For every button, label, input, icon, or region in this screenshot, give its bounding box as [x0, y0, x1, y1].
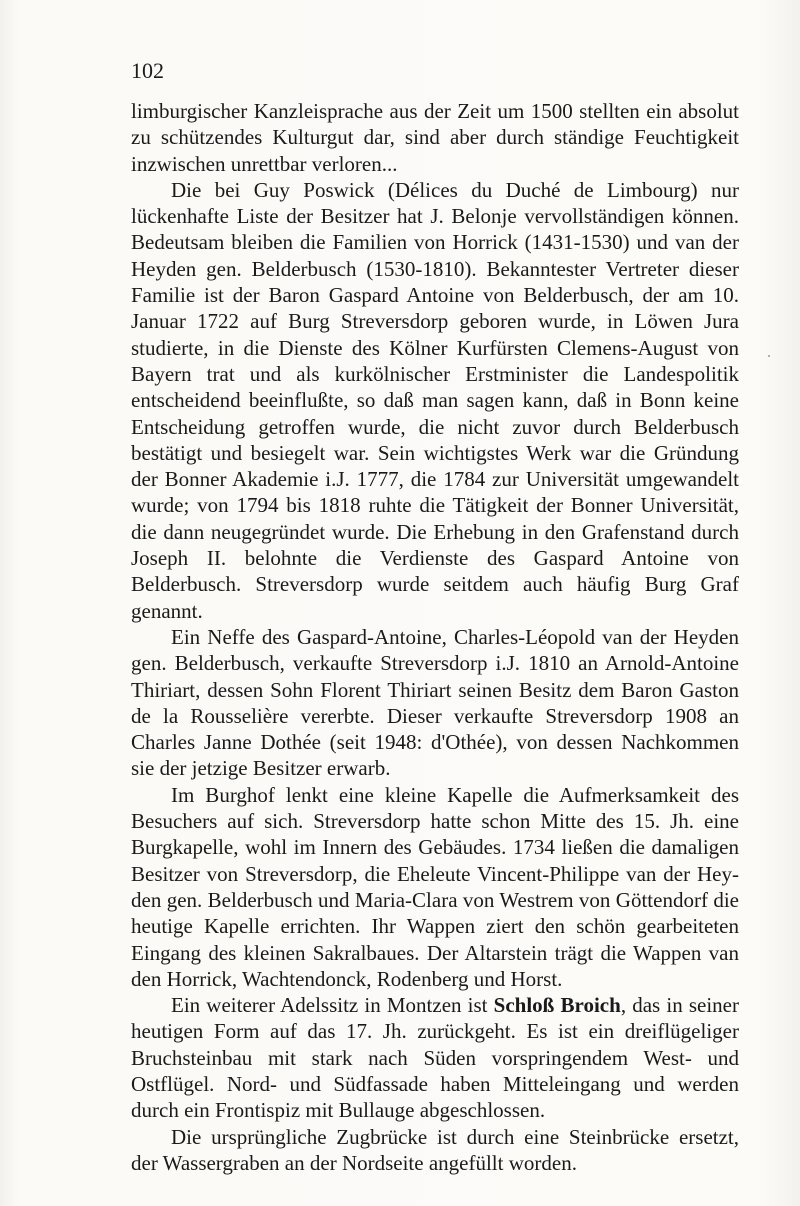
paragraph-5-after: , das in seiner heutigen Form auf das 17. Jh. zurückgeht. Es ist ein dreiflügeliger Bruchsteinbau mit stark nach Süden vorspringendem West- und Ostflügel. Nord- und Südfassade haben Mitteleingang und werden durch ein Frontispiz mit Bullauge abgeschlossen.	[131, 993, 739, 1123]
schloss-broich-bold: Schloß Broich	[493, 993, 621, 1018]
paragraph-6: Die ursprüngliche Zugbrücke ist durch eine Steinbrücke ersetzt, der Wassergraben an der Nordseite angefüllt worden.	[131, 1124, 739, 1175]
body-text	[131, 98, 739, 1176]
paragraph-1: limburgischer Kanzleisprache aus der Zeit um 1500 stellten ein absolut zu schützendes Kulturgut dar, sind aber durch ständige Feuchtigkeit inzwischen unrettbar verloren...	[131, 99, 739, 176]
paragraph-5	[131, 992, 739, 1123]
paper-speck	[768, 355, 770, 357]
page-number: 102	[131, 58, 164, 83]
paragraph-4: Im Burghof lenkt eine kleine Kapelle die Aufmerksamkeit des Besuchers auf sich. Streversdorp hatte schon Mitte des 15. Jh. eine Burgkapelle, wohl im Innern des Gebäudes. 1734 ließen die damaligen Besitzer von Streversdorp, die Eheleute Vincent-Philippe van der Heyden gen. Belderbusch und Maria-Clara von Westrem von Göttendorf die heutige Kapelle errichten. Ihr Wappen ziert den schön gearbeiteten Eingang des kleinen Sakralbaues. Der Altarstein trägt die Wappen van den Horrick, Wachtendonck, Rodenberg und Horst.	[131, 782, 739, 991]
paragraph-5-before: Ein weiterer Adelssitz in Montzen ist	[171, 993, 494, 1018]
paragraph-2: Die bei Guy Poswick (Délices du Duché de Limbourg) nur lückenhafte Liste der Besitzer hat J. Belonje vervollständigen können. Bedeutsam bleiben die Familien von Horrick (1431-1530) und van der Heyden gen. Belderbusch (1530-1810). Bekanntester Vertreter dieser Familie ist der Baron Gaspard Antoine von Belderbusch, der am 10. Januar 1722 auf Burg Streversdorp geboren wurde, in Löwen Jura studierte, in die Dienste des Kölner Kurfürsten Clemens-August von Bayern trat und als kurkölnischer Erstminister die Landespolitik entscheidend beeinflußte, so daß man sagen kann, daß in Bonn keine Entscheidung getroffen wurde, die nicht zuvor durch Belderbusch bestätigt und besiegelt war. Sein wichtigstes Werk war die Gründung der Bonner Akademie i.J. 1777, die 1784 zur Universität umgewandelt wurde; von 1794 bis 1818 ruhte die Tätigkeit der Bonner Universität, die dann neugegründet wurde. Die Erhebung in den Grafenstand durch Joseph II. belohnte die Verdienste des Gaspard Antoine von Belderbusch. Streversdorp wurde seitdem auch häufig Burg Graf genannt.	[131, 177, 739, 623]
paragraph-3: Ein Neffe des Gaspard-Antoine, Charles-Léopold van der Heyden gen. Belderbusch, verkaufte Streversdorp i.J. 1810 an Arnold-Antoine Thiriart, dessen Sohn Florent Thiriart seinen Besitz dem Baron Gaston de la Rousselière vererbte. Dieser verkaufte Streversdorp 1908 an Charles Janne Dothée (seit 1948: d'Othée), von dessen Nachkommen sie der jetzige Besitzer erwarb.	[131, 624, 739, 781]
